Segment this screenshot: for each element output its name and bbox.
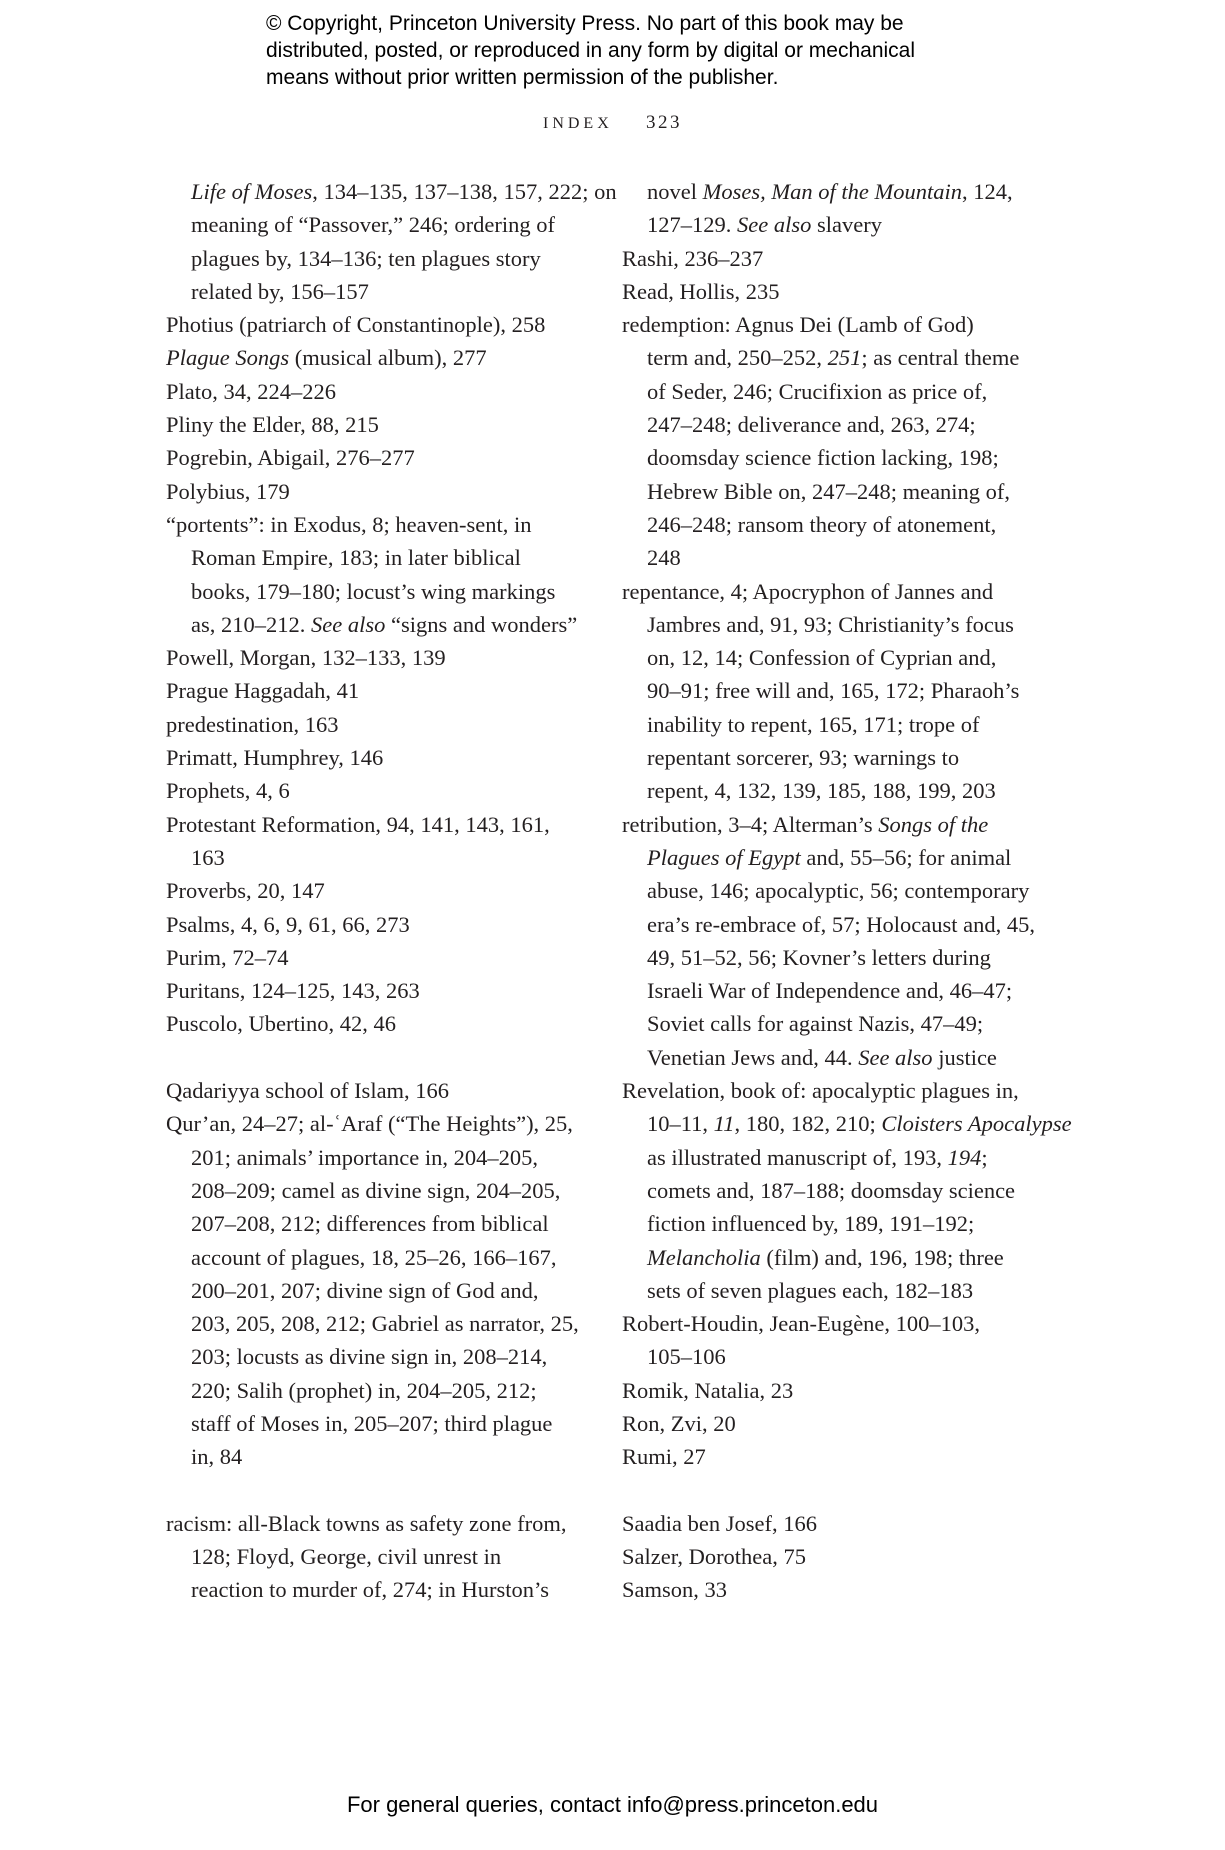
- index-column-right: [622, 175, 1072, 1607]
- entry-text: (film) and, 196, 198; three: [760, 1244, 1004, 1270]
- entry-text: justice: [932, 1044, 997, 1070]
- entry-text: related by, 156–157: [191, 278, 369, 304]
- index-entry-runover-line: [166, 1274, 580, 1307]
- letter-group-gap: [166, 1041, 580, 1074]
- index-entry-runover-line: [622, 375, 1042, 408]
- entry-text: ; as central theme: [861, 345, 1020, 371]
- index-entry-runover-line: [166, 541, 580, 574]
- index-entry-runover-line: [622, 1241, 1042, 1274]
- index-entry-runover-line: [166, 208, 580, 241]
- index-entry-runover-line: [622, 1207, 1042, 1240]
- index-entry: [166, 774, 580, 807]
- copyright-notice: [266, 10, 986, 91]
- entry-text: Powell, Morgan, 132–133, 139: [166, 645, 446, 671]
- index-entry: [166, 1107, 580, 1473]
- entry-text: comets and, 187–188; doomsday science: [647, 1177, 1016, 1203]
- index-entry-heading-line: [166, 708, 580, 741]
- entry-text: Rashi, 236–237: [622, 245, 764, 271]
- entry-text: slavery: [811, 212, 882, 238]
- index-entry: [166, 308, 580, 341]
- running-head-title: INDEX: [542, 115, 613, 132]
- entry-text: staff of Moses in, 205–207; third plague: [191, 1410, 553, 1436]
- entry-text: and, 55–56; for animal: [800, 844, 1012, 870]
- index-entry-heading-line: [622, 1074, 1042, 1107]
- entry-text: 49, 51–52, 56; Kovner’s letters during: [647, 944, 991, 970]
- index-entry-heading-line: [166, 475, 580, 508]
- index-entry: [166, 441, 580, 474]
- index-entry-runover-line: [166, 1174, 580, 1207]
- entry-text: Revelation, book of: apocalyptic plagues in,: [622, 1078, 1019, 1104]
- index-entry-runover-line: [622, 441, 1042, 474]
- index-entry-runover-line: [622, 774, 1042, 807]
- index-entry-runover-line: [622, 608, 1042, 641]
- copyright-line: distributed, posted, or reproduced in any form by digital or mechanical: [266, 39, 916, 62]
- index-entry-heading-line: [166, 741, 580, 774]
- index-entry: [622, 1540, 1042, 1573]
- entry-text: meaning of “Passover,” 246; ordering of: [191, 212, 555, 238]
- entry-text: 200–201, 207; divine sign of God and,: [191, 1277, 539, 1303]
- index-entry: [166, 974, 580, 1007]
- entry-text: Samson, 33: [622, 1577, 728, 1603]
- index-entry-heading-line: [166, 308, 580, 341]
- entry-text: 105–106: [647, 1344, 726, 1370]
- entry-text: sets of seven plagues each, 182–183: [647, 1277, 974, 1303]
- entry-text: Qadariyya school of Islam, 166: [166, 1078, 450, 1104]
- index-entry-runover-line: [166, 1374, 580, 1407]
- entry-text: Pliny the Elder, 88, 215: [166, 412, 379, 438]
- entry-text: Saadia ben Josef, 166: [622, 1510, 817, 1536]
- entry-text: of Seder, 246; Crucifixion as price of,: [647, 378, 988, 404]
- index-entry-runover-line: [166, 608, 580, 641]
- index-entry-heading-line: [166, 1107, 580, 1140]
- entry-text: “signs and wonders”: [385, 611, 578, 637]
- entry-text: Jambres and, 91, 93; Christianity’s focus: [647, 611, 1014, 637]
- entry-text: racism: all-Black towns as safety zone from,: [166, 1510, 567, 1536]
- index-entry: [166, 674, 580, 707]
- index-entry-runover-line: [166, 242, 580, 275]
- index-entry-runover-line: [622, 674, 1042, 707]
- italic-text: Moses, Man of the Mountain: [702, 179, 962, 204]
- copyright-line: means without prior written permission of the publisher.: [266, 66, 779, 89]
- index-entry-heading-line: [166, 408, 580, 441]
- entry-text: Ron, Zvi, 20: [622, 1410, 736, 1436]
- index-entry-heading-line: [622, 575, 1042, 608]
- entry-text: abuse, 146; apocalyptic, 56; contemporary: [647, 878, 1030, 904]
- entry-text: 203, 205, 208, 212; Gabriel as narrator, 25,: [191, 1311, 579, 1337]
- index-entry: [166, 1074, 580, 1107]
- entry-text: Robert-Houdin, Jean-Eugène, 100–103,: [622, 1311, 981, 1337]
- index-entry-heading-line: [166, 1507, 580, 1540]
- index-entry-runover-line: [166, 275, 580, 308]
- entry-text: reaction to murder of, 274; in Hurston’s: [191, 1577, 550, 1603]
- entry-text: 127–129.: [647, 212, 737, 238]
- index-entry: [166, 408, 580, 441]
- index-entry: [166, 708, 580, 741]
- entry-text: 220; Salih (prophet) in, 204–205, 212;: [191, 1377, 537, 1403]
- entry-text: in, 84: [191, 1444, 243, 1470]
- entry-text: 248: [647, 545, 681, 571]
- entry-text: fiction influenced by, 189, 191–192;: [647, 1211, 975, 1237]
- italic-text: Life of Moses: [191, 179, 313, 204]
- entry-text: Photius (patriarch of Constantinople), 258: [166, 312, 546, 338]
- entry-text: ;: [981, 1144, 988, 1170]
- index-entry: [622, 575, 1042, 808]
- entry-text: Polybius, 179: [166, 478, 290, 504]
- entry-text: 207–208, 212; differences from biblical: [191, 1211, 549, 1237]
- index-entry-heading-line: [166, 774, 580, 807]
- entry-text: Prague Haggadah, 41: [166, 678, 360, 704]
- index-entry-heading-line: [622, 242, 1042, 275]
- index-entry: [166, 874, 580, 907]
- index-entry-runover-line: [166, 1440, 580, 1473]
- entry-text: 163: [191, 844, 225, 870]
- index-entry-heading-line: [166, 941, 580, 974]
- entry-text: Puscolo, Ubertino, 42, 46: [166, 1011, 396, 1037]
- entry-text: repentant sorcerer, 93; warnings to: [647, 745, 960, 771]
- entry-text: Purim, 72–74: [166, 944, 289, 970]
- index-entry-heading-line: [166, 341, 580, 374]
- index-entry-runover-line: [166, 1207, 580, 1240]
- entry-text: retribution, 3–4; Alterman’s: [622, 811, 879, 837]
- index-entry-runover-line: [622, 341, 1042, 374]
- index-entry-runover-line: [622, 1007, 1042, 1040]
- entry-text: , 180, 182, 210;: [734, 1111, 882, 1137]
- index-entry-runover-line: [622, 708, 1042, 741]
- index-entry: [622, 808, 1042, 1074]
- index-entry: [166, 908, 580, 941]
- page-number: 323: [646, 112, 682, 133]
- entry-text: Prophets, 4, 6: [166, 778, 290, 804]
- italic-text: 11: [713, 1111, 735, 1137]
- index-entry-runover-line: [166, 841, 580, 874]
- entry-text: Qur’an, 24–27; al-ʿAraf (“The Heights”), 25,: [166, 1111, 573, 1137]
- entry-text: 10–11,: [647, 1111, 714, 1137]
- index-entry-runover-line: [622, 641, 1042, 674]
- index-entry-heading-line: [166, 441, 580, 474]
- index-entry: [622, 1407, 1042, 1440]
- entry-text: Proverbs, 20, 147: [166, 878, 325, 904]
- entry-text: 203; locusts as divine sign in, 208–214,: [191, 1344, 548, 1370]
- italic-text: Melancholia: [647, 1244, 761, 1270]
- index-entry-runover-line: [622, 1041, 1042, 1074]
- entry-text: Plato, 34, 224–226: [166, 378, 337, 404]
- entry-text: on, 12, 14; Confession of Cyprian and,: [647, 645, 997, 671]
- entry-text: Read, Hollis, 235: [622, 278, 780, 304]
- index-entry-runover-line: [622, 1141, 1042, 1174]
- index-entry: [166, 808, 580, 875]
- index-entry: [166, 508, 580, 641]
- entry-text: repent, 4, 132, 139, 185, 188, 199, 203: [647, 778, 996, 804]
- index-entry: [166, 941, 580, 974]
- index-entry-heading-line: [166, 908, 580, 941]
- index-entry-continued: [166, 175, 617, 308]
- entry-text: predestination, 163: [166, 711, 339, 737]
- index-entry: [166, 1507, 580, 1607]
- index-entry-continued: [622, 175, 1042, 242]
- index-entry: [166, 375, 580, 408]
- index-entry: [622, 1074, 1072, 1307]
- index-entry: [166, 1007, 580, 1040]
- index-entry-heading-line: [622, 1374, 1042, 1407]
- index-entry-runover-line: [622, 541, 1042, 574]
- index-entry-runover-line: [622, 1274, 1042, 1307]
- index-entry-runover-line: [166, 1340, 580, 1373]
- footer-contact: For general queries, contact info@press.princeton.edu: [346, 1792, 879, 1817]
- index-entry-runover-line: [166, 1307, 580, 1340]
- entry-text: 201; animals’ importance in, 204–205,: [191, 1144, 539, 1170]
- entry-text: novel: [647, 179, 703, 204]
- entry-text: inability to repent, 165, 171; trope of: [647, 711, 980, 737]
- entry-text: account of plagues, 18, 25–26, 166–167,: [191, 1244, 557, 1270]
- index-entry: [622, 1507, 1042, 1540]
- entry-text: , 124,: [961, 179, 1013, 204]
- entry-text: Venetian Jews and, 44.: [647, 1044, 859, 1070]
- entry-text: 90–91; free will and, 165, 172; Pharaoh’s: [647, 678, 1020, 704]
- index-entry-heading-line: [166, 641, 580, 674]
- index-entry-heading-line: [622, 1440, 1042, 1473]
- index-entry-runover-line: [166, 1241, 580, 1274]
- index-entry-heading-line: [622, 808, 1042, 841]
- index-entry: [622, 275, 1042, 308]
- index-entry: [166, 641, 580, 674]
- italic-text: Songs of the: [878, 811, 989, 837]
- entry-text: Rumi, 27: [622, 1444, 706, 1470]
- index-entry-runover-line: [622, 908, 1042, 941]
- index-entry-heading-line: [622, 308, 1042, 341]
- index-entry-heading-line: [166, 874, 580, 907]
- index-entry: [622, 1374, 1042, 1407]
- italic-text: See also: [858, 1044, 933, 1070]
- entry-text: Primatt, Humphrey, 146: [166, 745, 384, 771]
- index-entry-heading-line: [166, 674, 580, 707]
- index-entry-heading-line: [166, 508, 580, 541]
- index-entry-heading-line: [622, 1573, 1042, 1606]
- entry-text: Romik, Natalia, 23: [622, 1377, 794, 1403]
- letter-group-gap: [622, 1474, 1042, 1507]
- index-entry-heading-line: [166, 1007, 580, 1040]
- index-entry-runover-line: [622, 175, 1042, 208]
- index-column-left: [166, 175, 617, 1607]
- index-entry-runover-line: [166, 1573, 580, 1606]
- entry-text: 246–248; ransom theory of atonement,: [647, 511, 997, 537]
- entry-text: plagues by, 134–136; ten plagues story: [191, 245, 541, 271]
- entry-text: era’s re-embrace of, 57; Holocaust and, 45,: [647, 911, 1035, 937]
- copyright-line: © Copyright, Princeton University Press. No part of this book may be: [266, 12, 904, 35]
- index-entry-runover-line: [622, 1174, 1042, 1207]
- entry-text: Psalms, 4, 6, 9, 61, 66, 273: [166, 911, 410, 937]
- italic-text: Plague Songs: [166, 345, 290, 371]
- index-entry: [622, 1440, 1042, 1473]
- entry-text: Roman Empire, 183; in later biblical: [191, 545, 521, 571]
- index-entry-heading-line: [166, 808, 580, 841]
- index-entry-heading-line: [622, 1307, 1042, 1340]
- entry-text: Puritans, 124–125, 143, 263: [166, 978, 420, 1004]
- italic-text: Plagues of Egypt: [647, 844, 801, 870]
- entry-text: Hebrew Bible on, 247–248; meaning of,: [647, 478, 1011, 504]
- entry-text: as, 210–212.: [191, 611, 311, 637]
- italic-text: See also: [737, 212, 812, 238]
- index-entry: [166, 341, 580, 374]
- index-entry-runover-line: [166, 175, 617, 208]
- italic-text: Cloisters Apocalypse: [881, 1111, 1072, 1137]
- entry-text: 128; Floyd, George, civil unrest in: [191, 1544, 502, 1570]
- entry-text: Salzer, Dorothea, 75: [622, 1544, 807, 1570]
- index-entry-heading-line: [622, 1407, 1042, 1440]
- entry-text: 208–209; camel as divine sign, 204–205,: [191, 1177, 561, 1203]
- entry-text: Soviet calls for against Nazis, 47–49;: [647, 1011, 984, 1037]
- index-entry-runover-line: [622, 841, 1042, 874]
- index-entry: [622, 242, 1042, 275]
- letter-group-gap: [166, 1474, 580, 1507]
- entry-text: Pogrebin, Abigail, 276–277: [166, 445, 415, 471]
- index-entry-runover-line: [622, 408, 1042, 441]
- index-entry-heading-line: [166, 1074, 580, 1107]
- italic-text: See also: [311, 611, 386, 637]
- index-entry-runover-line: [622, 1107, 1072, 1140]
- entry-text: 247–248; deliverance and, 263, 274;: [647, 412, 976, 438]
- index-entry-runover-line: [622, 475, 1042, 508]
- index-entry-runover-line: [622, 208, 1042, 241]
- entry-text: as illustrated manuscript of, 193,: [647, 1144, 948, 1170]
- index-entry-runover-line: [166, 1540, 580, 1573]
- index-entry-heading-line: [622, 275, 1042, 308]
- index-entry-runover-line: [622, 874, 1042, 907]
- index-entry: [622, 308, 1042, 574]
- entry-text: books, 179–180; locust’s wing markings: [191, 578, 556, 604]
- index-entry-runover-line: [622, 941, 1042, 974]
- index-entry-runover-line: [622, 741, 1042, 774]
- index-entry-runover-line: [622, 1340, 1042, 1373]
- entry-text: Israeli War of Independence and, 46–47;: [647, 978, 1013, 1004]
- entry-text: term and, 250–252,: [647, 345, 828, 371]
- index-entry-runover-line: [622, 508, 1042, 541]
- index-entry-runover-line: [166, 575, 580, 608]
- index-entry-heading-line: [166, 375, 580, 408]
- index-entry-heading-line: [622, 1540, 1042, 1573]
- index-entry: [166, 741, 580, 774]
- index-entry-runover-line: [622, 974, 1042, 1007]
- entry-text: Protestant Reformation, 94, 141, 143, 161,: [166, 811, 550, 837]
- index-entry: [166, 475, 580, 508]
- index-entry-runover-line: [166, 1407, 580, 1440]
- index-entry-heading-line: [166, 974, 580, 1007]
- italic-text: 251: [827, 345, 862, 371]
- entry-text: doomsday science fiction lacking, 198;: [647, 445, 999, 471]
- running-head: [0, 112, 1225, 134]
- italic-text: 194: [947, 1144, 982, 1170]
- index-entry-heading-line: [622, 1507, 1042, 1540]
- index-entry-runover-line: [166, 1141, 580, 1174]
- entry-text: (musical album), 277: [289, 345, 487, 371]
- entry-text: repentance, 4; Apocryphon of Jannes and: [622, 578, 994, 604]
- index-entry: [622, 1307, 1042, 1374]
- entry-text: , 134–135, 137–138, 157, 222; on: [312, 179, 617, 204]
- entry-text: “portents”: in Exodus, 8; heaven-sent, in: [166, 511, 532, 537]
- index-entry: [622, 1573, 1042, 1606]
- entry-text: redemption: Agnus Dei (Lamb of God): [622, 312, 974, 338]
